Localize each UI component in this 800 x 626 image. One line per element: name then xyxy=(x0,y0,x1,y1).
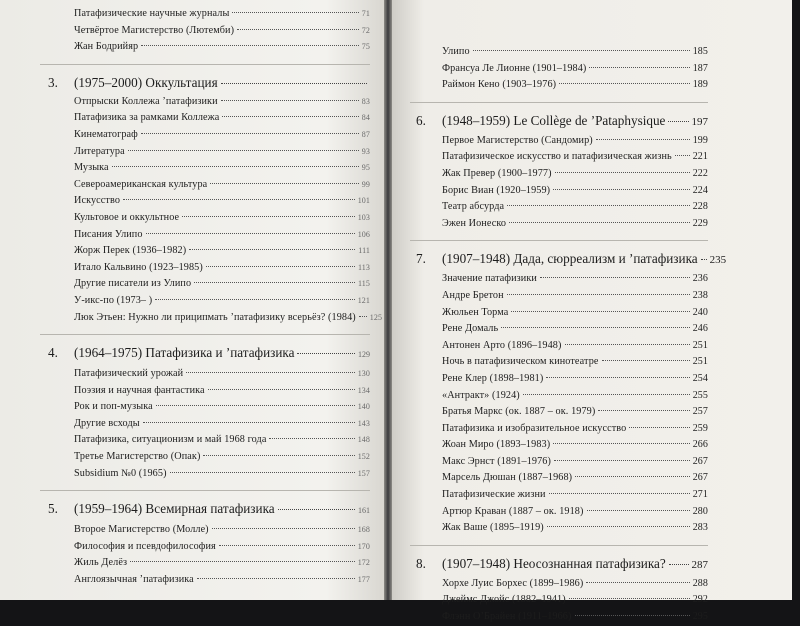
entry-title: Патафизические жизни xyxy=(442,489,546,501)
section-divider xyxy=(410,545,708,546)
dot-leader xyxy=(569,598,690,599)
entry-page: 267 xyxy=(692,472,708,484)
entry-page: 87 xyxy=(361,129,370,139)
entry-title: Жан Бодрийяр xyxy=(74,41,139,53)
entry-title: Другие всходы xyxy=(74,417,140,429)
section-divider xyxy=(410,240,708,241)
toc-entry xyxy=(48,144,370,161)
left-toc-column xyxy=(48,6,383,589)
toc-entry xyxy=(48,432,370,449)
chapter-heading-4 xyxy=(48,344,370,364)
toc-entry xyxy=(416,44,708,61)
toc-entry xyxy=(416,487,708,504)
dot-leader xyxy=(546,377,689,378)
entry-page: 93 xyxy=(361,146,370,156)
entry-page: 99 xyxy=(361,179,370,189)
toc-entry xyxy=(48,243,370,260)
dot-leader xyxy=(473,50,690,51)
section-divider xyxy=(410,102,708,103)
dot-leader xyxy=(212,528,355,529)
chapter-heading-6 xyxy=(416,112,708,131)
dot-leader xyxy=(553,443,689,444)
chapter-page: 287 xyxy=(691,558,708,571)
toc-entry xyxy=(48,366,370,383)
dot-leader xyxy=(194,282,355,283)
dot-leader xyxy=(237,29,359,30)
entry-title: Четвёртое Магистерство (Лютемби) xyxy=(74,24,235,36)
entry-title: Андре Бретон xyxy=(442,289,504,301)
entry-title: Жиль Делёз xyxy=(74,557,128,569)
dot-leader xyxy=(669,564,689,565)
entry-page: 111 xyxy=(358,246,370,256)
entry-title: Патафизика, ситуационизм и май 1968 года xyxy=(74,434,267,446)
dot-leader xyxy=(206,266,355,267)
toc-entry xyxy=(416,421,708,438)
entry-page: 266 xyxy=(692,439,708,451)
toc-entry xyxy=(416,133,708,150)
toc-entry xyxy=(48,466,370,483)
chapter-heading-8 xyxy=(416,555,708,574)
entry-title: Жюльен Торма xyxy=(442,306,509,318)
entry-page: 292 xyxy=(692,594,708,606)
entry-page: 152 xyxy=(357,452,370,462)
dot-leader xyxy=(596,139,690,140)
dot-leader xyxy=(589,67,689,68)
entry-title: Театр абсурда xyxy=(442,201,505,213)
chapter-page: 129 xyxy=(358,350,370,360)
chapter-number: 6. xyxy=(416,112,426,128)
dot-leader xyxy=(182,216,355,217)
dot-leader xyxy=(112,166,359,167)
entry-title: Антонен Арто (1896–1948) xyxy=(442,339,562,351)
entry-title: Отпрыски Коллежа ’патафизики xyxy=(74,95,218,107)
toc-entry xyxy=(48,276,370,293)
dot-leader xyxy=(553,189,690,190)
entry-page: 71 xyxy=(361,9,370,18)
entry-title: Патафизические научные журналы xyxy=(74,8,230,19)
toc-entry xyxy=(416,149,708,166)
toc-entry xyxy=(416,504,708,521)
toc-entry xyxy=(416,338,708,355)
dot-leader xyxy=(598,410,689,411)
toc-entry xyxy=(48,539,370,556)
toc-entry xyxy=(416,470,708,487)
entry-title: Джеймс Джойс (1882–1941) xyxy=(442,594,566,606)
dot-leader xyxy=(586,582,689,583)
dot-leader xyxy=(507,205,690,206)
entry-title: Артюр Краван (1887 – ок. 1918) xyxy=(442,505,584,517)
entry-title: Писания Улипо xyxy=(74,228,143,240)
toc-entry xyxy=(48,399,370,416)
dot-leader xyxy=(575,615,690,616)
entry-title: Третье Магистерство (Опак) xyxy=(74,451,201,463)
toc-entry xyxy=(48,449,370,466)
toc-entry xyxy=(416,321,708,338)
chapter-title: (1959–1964) Всемирная патафизика xyxy=(74,501,275,517)
dot-leader xyxy=(155,299,354,300)
dot-leader xyxy=(128,150,359,151)
dot-leader xyxy=(549,493,690,494)
dot-leader xyxy=(575,476,690,477)
entry-title: Патафизика за рамками Коллежа xyxy=(74,112,220,124)
entry-page: 140 xyxy=(357,402,370,412)
left-page xyxy=(0,0,384,600)
dot-leader xyxy=(540,277,690,278)
dot-leader xyxy=(130,561,355,562)
dot-leader xyxy=(701,259,707,260)
entry-page: 221 xyxy=(692,151,708,163)
entry-title: Рене Домаль xyxy=(442,323,499,335)
chapter-number: 7. xyxy=(416,251,426,267)
book-gutter xyxy=(384,0,392,600)
dot-leader xyxy=(511,311,689,312)
toc-entry xyxy=(416,609,708,626)
dot-leader xyxy=(501,327,689,328)
right-page xyxy=(392,0,792,623)
toc-entry xyxy=(48,227,370,244)
right-toc-column xyxy=(416,44,727,626)
chapter-title: (1975–2000) Оккультация xyxy=(74,74,218,90)
entry-title: Жоан Миро (1893–1983) xyxy=(442,439,551,451)
dot-leader xyxy=(555,172,690,173)
entry-page: 95 xyxy=(361,163,370,173)
dot-leader xyxy=(507,294,690,295)
entry-page: 295 xyxy=(692,611,708,623)
toc-entry xyxy=(416,404,708,421)
entry-page: 115 xyxy=(357,279,370,289)
entry-page: 222 xyxy=(692,167,708,179)
entry-page: 280 xyxy=(692,505,708,517)
toc-entry xyxy=(416,288,708,305)
dot-leader xyxy=(189,249,355,250)
entry-title: Раймон Кено (1903–1976) xyxy=(442,79,557,91)
entry-title: Эжен Ионеско xyxy=(442,217,507,229)
entry-title: Поэзия и научная фантастика xyxy=(74,384,205,396)
entry-page: 83 xyxy=(361,96,370,106)
entry-title: Жак Ваше (1895–1919) xyxy=(442,522,544,534)
section-divider xyxy=(40,490,370,491)
toc-entry xyxy=(48,23,370,40)
entry-title: Улипо xyxy=(442,46,470,57)
entry-title: Борис Виан (1920–1959) xyxy=(442,184,551,196)
toc-entry xyxy=(416,592,708,609)
chapter-page: 161 xyxy=(358,506,370,516)
dot-leader xyxy=(203,455,354,456)
entry-page: 125 xyxy=(369,312,383,322)
entry-page: 283 xyxy=(692,522,708,534)
entry-page: 106 xyxy=(357,229,370,239)
toc-entry xyxy=(48,522,370,539)
chapter-heading-7 xyxy=(416,250,727,269)
entry-page: 143 xyxy=(357,418,370,428)
toc-entry xyxy=(416,61,708,78)
toc-entry xyxy=(48,210,370,227)
entry-page: 134 xyxy=(357,385,370,395)
chapter-page: 235 xyxy=(709,254,727,267)
toc-entry xyxy=(416,183,708,200)
toc-entry xyxy=(416,199,708,216)
dot-leader xyxy=(141,45,359,46)
toc-entry xyxy=(416,271,708,288)
entry-page: 240 xyxy=(692,306,708,318)
entry-title: Первое Магистерство (Сандомир) xyxy=(442,134,593,146)
entry-title: Другие писатели из Улипо xyxy=(74,278,192,290)
chapter-title: (1907–1948) Дада, сюрреализм и ’патафизика xyxy=(442,251,698,267)
toc-entry xyxy=(416,520,708,537)
dot-leader xyxy=(219,545,355,546)
dot-leader xyxy=(146,233,355,234)
toc-entry xyxy=(416,371,708,388)
entry-page: 172 xyxy=(357,558,370,568)
entry-page: 168 xyxy=(357,525,370,535)
dot-leader xyxy=(208,389,355,390)
toc-entry xyxy=(48,310,383,327)
dot-leader xyxy=(278,509,355,510)
entry-page: 271 xyxy=(692,489,708,501)
toc-entry xyxy=(48,572,370,589)
entry-page: 157 xyxy=(357,468,370,478)
entry-page: 288 xyxy=(692,577,708,589)
entry-title: Subsidium №0 (1965) xyxy=(74,467,167,479)
dot-leader xyxy=(197,578,355,579)
entry-page: 236 xyxy=(692,273,708,285)
entry-title: Флэнн О’Брайен (1911–1966) xyxy=(442,611,572,623)
toc-entry xyxy=(416,77,708,94)
toc-entry xyxy=(48,293,370,310)
dot-leader xyxy=(547,526,690,527)
dot-leader xyxy=(587,510,690,511)
entry-title: Макс Эрнст (1891–1976) xyxy=(442,455,551,467)
entry-title: Искусство xyxy=(74,195,121,207)
toc-entry xyxy=(48,555,370,572)
entry-page: 130 xyxy=(357,369,370,379)
entry-title: Философия и псевдофилософия xyxy=(74,540,216,552)
entry-title: Франсуа Ле Лионне (1901–1984) xyxy=(442,62,587,74)
entry-page: 199 xyxy=(692,134,708,146)
entry-title: Рок и поп-музыка xyxy=(74,401,153,413)
entry-page: 148 xyxy=(357,435,370,445)
toc-entry xyxy=(416,454,708,471)
dot-leader xyxy=(141,133,359,134)
entry-title: «Антракт» (1924) xyxy=(442,389,520,401)
dot-leader xyxy=(143,422,355,423)
entry-title: Жак Превер (1900–1977) xyxy=(442,167,552,179)
toc-entry xyxy=(48,193,370,210)
toc-entry xyxy=(48,6,370,23)
entry-page: 187 xyxy=(692,62,708,74)
entry-page: 103 xyxy=(357,212,370,222)
entry-page: 267 xyxy=(692,455,708,467)
entry-page: 101 xyxy=(357,196,370,206)
chapter-number: 4. xyxy=(48,345,58,361)
toc-entry xyxy=(416,437,708,454)
dot-leader xyxy=(269,438,354,439)
toc-entry xyxy=(48,110,370,127)
entry-title: Музыка xyxy=(74,162,109,174)
dot-leader xyxy=(170,472,355,473)
dot-leader xyxy=(297,353,355,354)
entry-title: Литература xyxy=(74,145,125,157)
toc-entry xyxy=(48,416,370,433)
dot-leader xyxy=(210,183,359,184)
chapter-title: (1948–1959) Le Collège de ’Pataphysique xyxy=(442,112,666,128)
entry-title: Рене Клер (1898–1981) xyxy=(442,372,544,384)
chapter-page: 197 xyxy=(691,115,708,128)
entry-page: 251 xyxy=(692,339,708,351)
section-divider xyxy=(40,334,370,335)
entry-page: 177 xyxy=(357,575,370,585)
dot-leader xyxy=(629,427,689,428)
entry-page: 189 xyxy=(692,79,708,91)
toc-entry xyxy=(416,305,708,322)
dot-leader xyxy=(602,360,690,361)
dot-leader xyxy=(675,155,690,156)
dot-leader xyxy=(509,222,690,223)
chapter-title: (1964–1975) Патафизика и ’патафизика xyxy=(74,345,295,361)
entry-title: Североамериканская культура xyxy=(74,178,208,190)
entry-title: Кинематограф xyxy=(74,128,138,140)
toc-entry xyxy=(416,354,708,371)
entry-page: 246 xyxy=(692,323,708,335)
entry-title: Итало Кальвино (1923–1985) xyxy=(74,261,203,273)
toc-entry xyxy=(48,160,370,177)
entry-page: 75 xyxy=(361,42,370,52)
entry-title: Культовое и оккультное xyxy=(74,211,180,223)
chapter-heading-5 xyxy=(48,500,370,520)
toc-entry xyxy=(416,166,708,183)
entry-title: Патафизический урожай xyxy=(74,368,184,380)
entry-title: Патафизическое искусство и патафизическая жизнь xyxy=(442,151,672,163)
entry-page: 185 xyxy=(692,46,708,57)
entry-page: 228 xyxy=(692,201,708,213)
toc-entry xyxy=(48,39,370,56)
entry-page: 259 xyxy=(692,422,708,434)
toc-entry xyxy=(416,388,708,405)
entry-page: 229 xyxy=(692,217,708,229)
entry-title: Англоязычная ’патафизика xyxy=(74,574,194,586)
dot-leader xyxy=(565,344,690,345)
dot-leader xyxy=(232,12,358,13)
toc-entry xyxy=(48,260,370,277)
entry-title: Ночь в патафизическом кинотеатре xyxy=(442,356,599,368)
entry-page: 113 xyxy=(357,262,370,272)
chapter-title: (1907–1948) Неосознанная патафизика? xyxy=(442,555,666,571)
entry-page: 121 xyxy=(357,295,370,305)
chapter-number: 3. xyxy=(48,74,58,90)
entry-title: Хорхе Луис Борхес (1899–1986) xyxy=(442,577,584,589)
dot-leader xyxy=(668,121,688,122)
dot-leader xyxy=(221,83,367,84)
dot-leader xyxy=(156,405,355,406)
entry-title: У-икс-по (1973– ) xyxy=(74,294,153,306)
entry-title: Значение патафизики xyxy=(442,273,537,285)
section-divider xyxy=(40,64,370,65)
entry-page: 251 xyxy=(692,356,708,368)
dot-leader xyxy=(221,100,359,101)
chapter-number: 8. xyxy=(416,555,426,571)
entry-title: Братья Маркс (ок. 1887 – ок. 1979) xyxy=(442,406,596,418)
dot-leader xyxy=(359,316,367,317)
entry-page: 224 xyxy=(692,184,708,196)
entry-title: Жорж Перек (1936–1982) xyxy=(74,245,187,257)
dot-leader xyxy=(554,460,690,461)
chapter-heading-3 xyxy=(48,74,370,92)
entry-page: 255 xyxy=(692,389,708,401)
entry-page: 238 xyxy=(692,289,708,301)
dot-leader xyxy=(186,372,354,373)
toc-entry xyxy=(48,177,370,194)
entry-page: 254 xyxy=(692,372,708,384)
dot-leader xyxy=(222,116,358,117)
toc-entry xyxy=(48,383,370,400)
entry-page: 84 xyxy=(361,113,370,123)
dot-leader xyxy=(523,394,690,395)
toc-entry xyxy=(416,216,708,233)
dot-leader xyxy=(123,199,355,200)
entry-page: 170 xyxy=(357,541,370,551)
entry-title: Марсель Дюшан (1887–1968) xyxy=(442,472,573,484)
entry-title: Патафизика и изобразительное искусство xyxy=(442,422,627,434)
dot-leader xyxy=(559,83,690,84)
toc-entry xyxy=(48,127,370,144)
entry-page: 257 xyxy=(692,406,708,418)
toc-entry xyxy=(416,576,708,593)
entry-page: 72 xyxy=(361,25,370,35)
chapter-number: 5. xyxy=(48,501,58,517)
entry-title: Люк Этьен: Нужно ли приципмать ’патафизику всерьёз? (1984) xyxy=(74,311,356,323)
toc-entry xyxy=(48,94,370,111)
entry-title: Второе Магистерство (Молле) xyxy=(74,524,209,536)
